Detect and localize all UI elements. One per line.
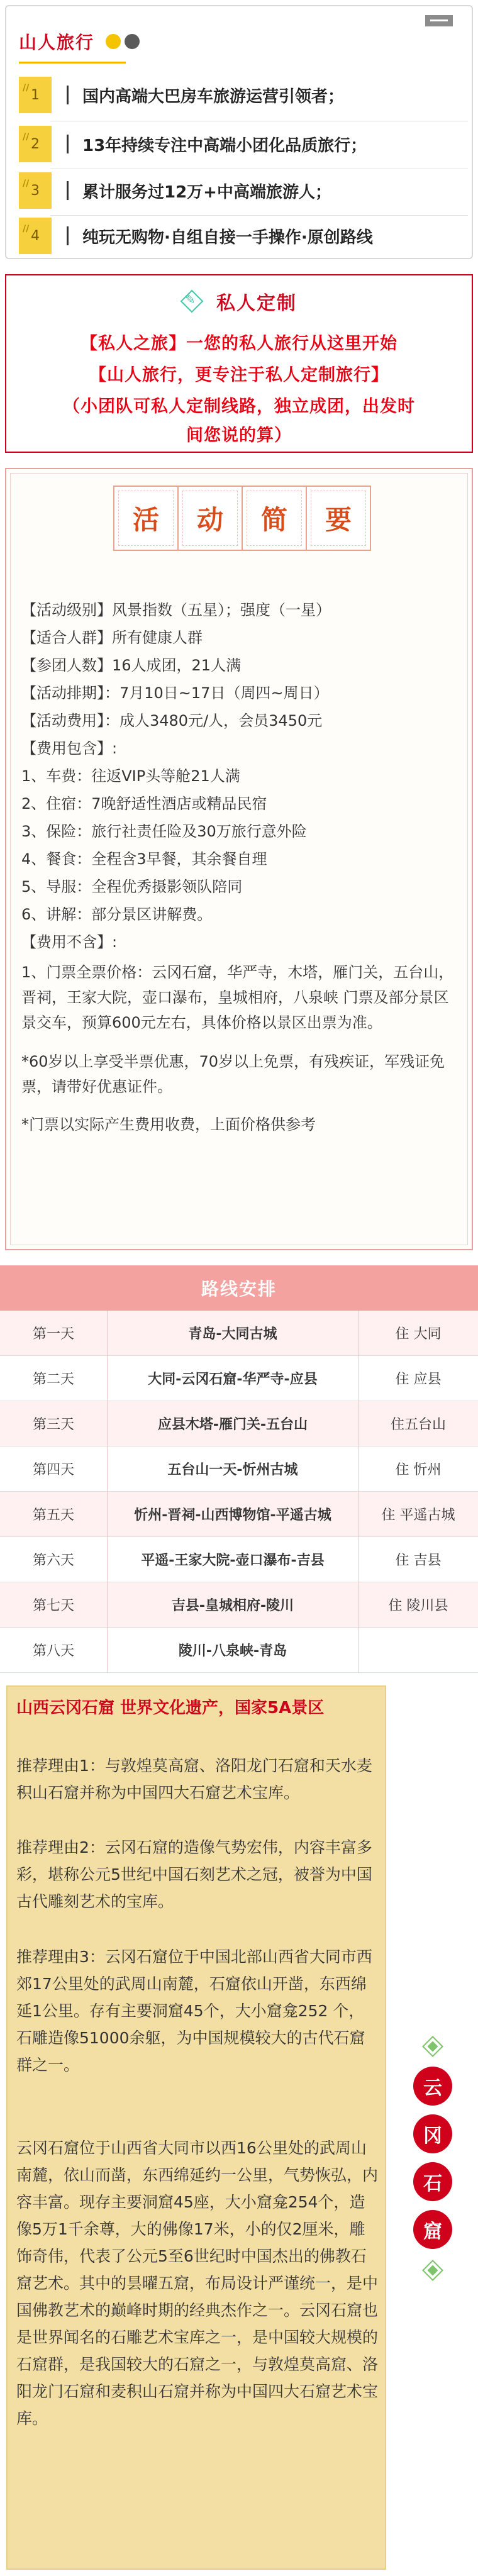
feature-number-badge: // 4 — [19, 218, 52, 254]
private-line: 【山人旅行，更专注于私人定制旅行】 — [89, 365, 389, 385]
activity-line: 【参团人数】16人成团，21人满 — [21, 657, 242, 674]
side-char: 石 — [413, 2162, 452, 2201]
attraction-heading: 山西云冈石窟 世界文化遗产，国家5A景区 — [16, 1699, 325, 1718]
activity-line: 【活动费用】：成人3480元/人，会员3450元 — [21, 712, 323, 730]
feature-number-badge: // 1 — [19, 77, 52, 113]
diamond-ornament-icon — [421, 2035, 444, 2058]
route-stay: 住 陵川县 — [388, 1598, 448, 1614]
private-custom-title: 私人定制 — [216, 292, 297, 314]
route-path: 应县木塔-雁门关-五台山 — [107, 1401, 358, 1446]
divider — [67, 86, 69, 104]
feature-item — [19, 171, 468, 210]
recommend-reason: 推荐理由2：云冈石窟的造像气势宏伟，内容丰富多彩，堪称公元5世纪中国石刻艺术之冠，被誉为中国古代雕刻艺术的宝库。 — [16, 1838, 372, 1911]
fee-excluded-text: 1、门票全票价格：云冈石窟，华严寺，木塔，雁门关，五台山，晋祠，王家大院，壶口瀑布，皇城相府，八泉峡 门票及部分景区景交车，预算600元左右，具体价格以景区出票为准。 — [21, 963, 454, 1031]
ticket-note: *门票以实际产生费用收费，上面价格供参考 — [21, 1116, 316, 1133]
route-path: 青岛-大同古城 — [107, 1311, 358, 1356]
activity-line: 3、保险：旅行社责任险及30万旅行意外险 — [21, 823, 307, 840]
feature-item — [19, 125, 468, 164]
activity-line: 2、住宿：7晚舒适性酒店或精品民宿 — [21, 795, 267, 813]
feature-text: 13年持续专注中高端小团化品质旅行； — [82, 136, 367, 155]
feature-number-badge: // 3 — [19, 172, 52, 209]
route-path: 平遥-王家大院-壶口瀑布-吉县 — [107, 1537, 358, 1582]
corner-tab-icon — [425, 15, 453, 26]
feature-text: 纯玩无购物·自组自接一手操作·原创路线 — [82, 228, 373, 247]
route-path: 大同-云冈石窟-华严寺-应县 — [107, 1356, 358, 1401]
brand-title: 山人旅行 — [19, 32, 95, 53]
activity-line: 6、讲解：部分景区讲解费。 — [21, 906, 213, 923]
feature-text: 累计服务过12万+中高端旅游人； — [82, 182, 331, 202]
activity-line: 4、餐食：全程含3早餐，其余餐自理 — [21, 850, 267, 868]
yellow-dot-icon — [106, 34, 121, 49]
route-day: 第一天 — [32, 1326, 74, 1342]
route-title: 路线安排 — [201, 1279, 277, 1299]
side-char: 云 — [413, 2067, 452, 2106]
divider — [67, 135, 69, 153]
route-stay: 住五台山 — [390, 1417, 446, 1433]
feature-number-badge: // 2 — [19, 126, 52, 162]
route-stay: 住 忻州 — [395, 1462, 442, 1478]
activity-line: 【活动级别】风景指数（五星）；强度（一星） — [21, 601, 331, 619]
title-underline — [19, 62, 126, 64]
intro-card — [5, 5, 473, 259]
table-row — [0, 1446, 478, 1492]
activity-line: 【适合人群】所有健康人群 — [21, 629, 203, 647]
title-char: 要 — [306, 486, 371, 551]
title-char: 活 — [113, 486, 179, 551]
feature-item — [19, 216, 468, 255]
route-day: 第五天 — [32, 1507, 74, 1523]
recommend-reason: 推荐理由3：云冈石窟位于中国北部山西省大同市西郊17公里处的武周山南麓，石窟依山开凿，东西绵延1公里。存有主要洞窟45个，大小窟龛252 个，石雕造像51000余躯，为中国规模较大的古代石窟群之一。 — [16, 1948, 372, 2074]
activity-title — [113, 486, 370, 551]
route-day: 第六天 — [32, 1553, 74, 1568]
divider — [67, 226, 69, 245]
private-line: 间您说的算） — [186, 426, 292, 445]
side-char: 冈 — [413, 2114, 452, 2153]
table-row — [0, 1537, 478, 1582]
table-row — [0, 1492, 478, 1537]
private-custom-header — [6, 279, 472, 323]
table-row — [0, 1628, 478, 1673]
attraction-side-label — [408, 2035, 458, 2282]
attraction-yungang-box — [6, 1685, 386, 2570]
activity-line: 【活动排期】：7月10日~17日（周四~周日） — [21, 684, 329, 702]
activity-line: 5、导服：全程优秀摄影领队陪同 — [21, 878, 243, 896]
route-stay: 住 吉县 — [395, 1553, 442, 1568]
table-row — [0, 1401, 478, 1446]
gray-dot-icon — [125, 34, 140, 49]
route-stay: 住 平遥古城 — [381, 1507, 455, 1523]
activity-line: 1、车费：往返VIP头等舱21人满 — [21, 767, 240, 785]
route-path: 五台山一天-忻州古城 — [107, 1446, 358, 1492]
row-divider — [50, 215, 468, 216]
activity-line: 【费用不含】: — [21, 933, 118, 951]
brand-title-row — [19, 23, 140, 60]
discount-note: *60岁以上享受半票优惠，70岁以上免票，有残疾证，军残证免票，请带好优惠证件。 — [21, 1053, 445, 1096]
route-day: 第四天 — [32, 1462, 74, 1478]
attraction-description: 云冈石窟位于山西省大同市以西16公里处的武周山南麓，依山而凿，东西绵延约一公里，气势恢弘，内容丰富。现存主要洞窟45座，大小窟龛254个，造像5万1千余尊，大的佛像17米，小的仅2厘米，雕饰奇伟，代表了公元5至6世纪时中国杰出的佛教石窟艺术。其中的昙曜五窟，布局设计严谨统一，是中国佛教艺术的巅峰时期的经典杰作之一。云冈石窟也是世界闻名的石雕艺术宝库之一，是中国较大规模的石窟群，是我国较大的石窟之一，与敦煌莫高窟、洛阳龙门石窟和麦积山石窟并称为中国四大石窟艺术宝库。 — [16, 2139, 379, 2428]
activity-summary-card — [5, 468, 473, 1250]
title-char: 动 — [177, 486, 243, 551]
private-line: （小团队可私人定制线路，独立成团，出发时 — [63, 397, 415, 416]
route-day: 第三天 — [32, 1417, 74, 1433]
private-line: 【私人之旅】一您的私人旅行从这里开始 — [81, 334, 397, 353]
route-stay: 住 大同 — [395, 1326, 442, 1342]
title-char: 简 — [242, 486, 307, 551]
activity-line: 【费用包含】: — [21, 740, 118, 757]
route-path: 吉县-皇城相府-陵川 — [107, 1582, 358, 1628]
table-row — [0, 1356, 478, 1401]
divider — [67, 181, 69, 200]
feature-item — [19, 75, 468, 114]
route-path: 忻州-晋祠-山西博物馆-平遥古城 — [107, 1492, 358, 1537]
recommend-reason: 推荐理由1：与敦煌莫高窟、洛阳龙门石窟和天水麦积山石窟并称为中国四大石窟艺术宝库。 — [16, 1757, 372, 1802]
feature-text: 国内高端大巴房车旅游运营引领者； — [82, 87, 345, 106]
route-header — [0, 1265, 478, 1311]
route-day: 第八天 — [32, 1643, 74, 1659]
diamond-ornament-icon — [421, 2259, 444, 2282]
route-day: 第七天 — [32, 1598, 74, 1614]
private-custom-card — [5, 274, 473, 453]
route-table — [0, 1311, 478, 1673]
route-path: 陵川-八泉峡-青岛 — [107, 1628, 358, 1673]
table-row — [0, 1582, 478, 1628]
table-row — [0, 1311, 478, 1356]
pen-diamond-icon: ✎ — [181, 291, 203, 312]
side-char: 窟 — [413, 2210, 452, 2249]
route-stay: 住 应县 — [395, 1372, 442, 1387]
route-day: 第二天 — [32, 1372, 74, 1387]
